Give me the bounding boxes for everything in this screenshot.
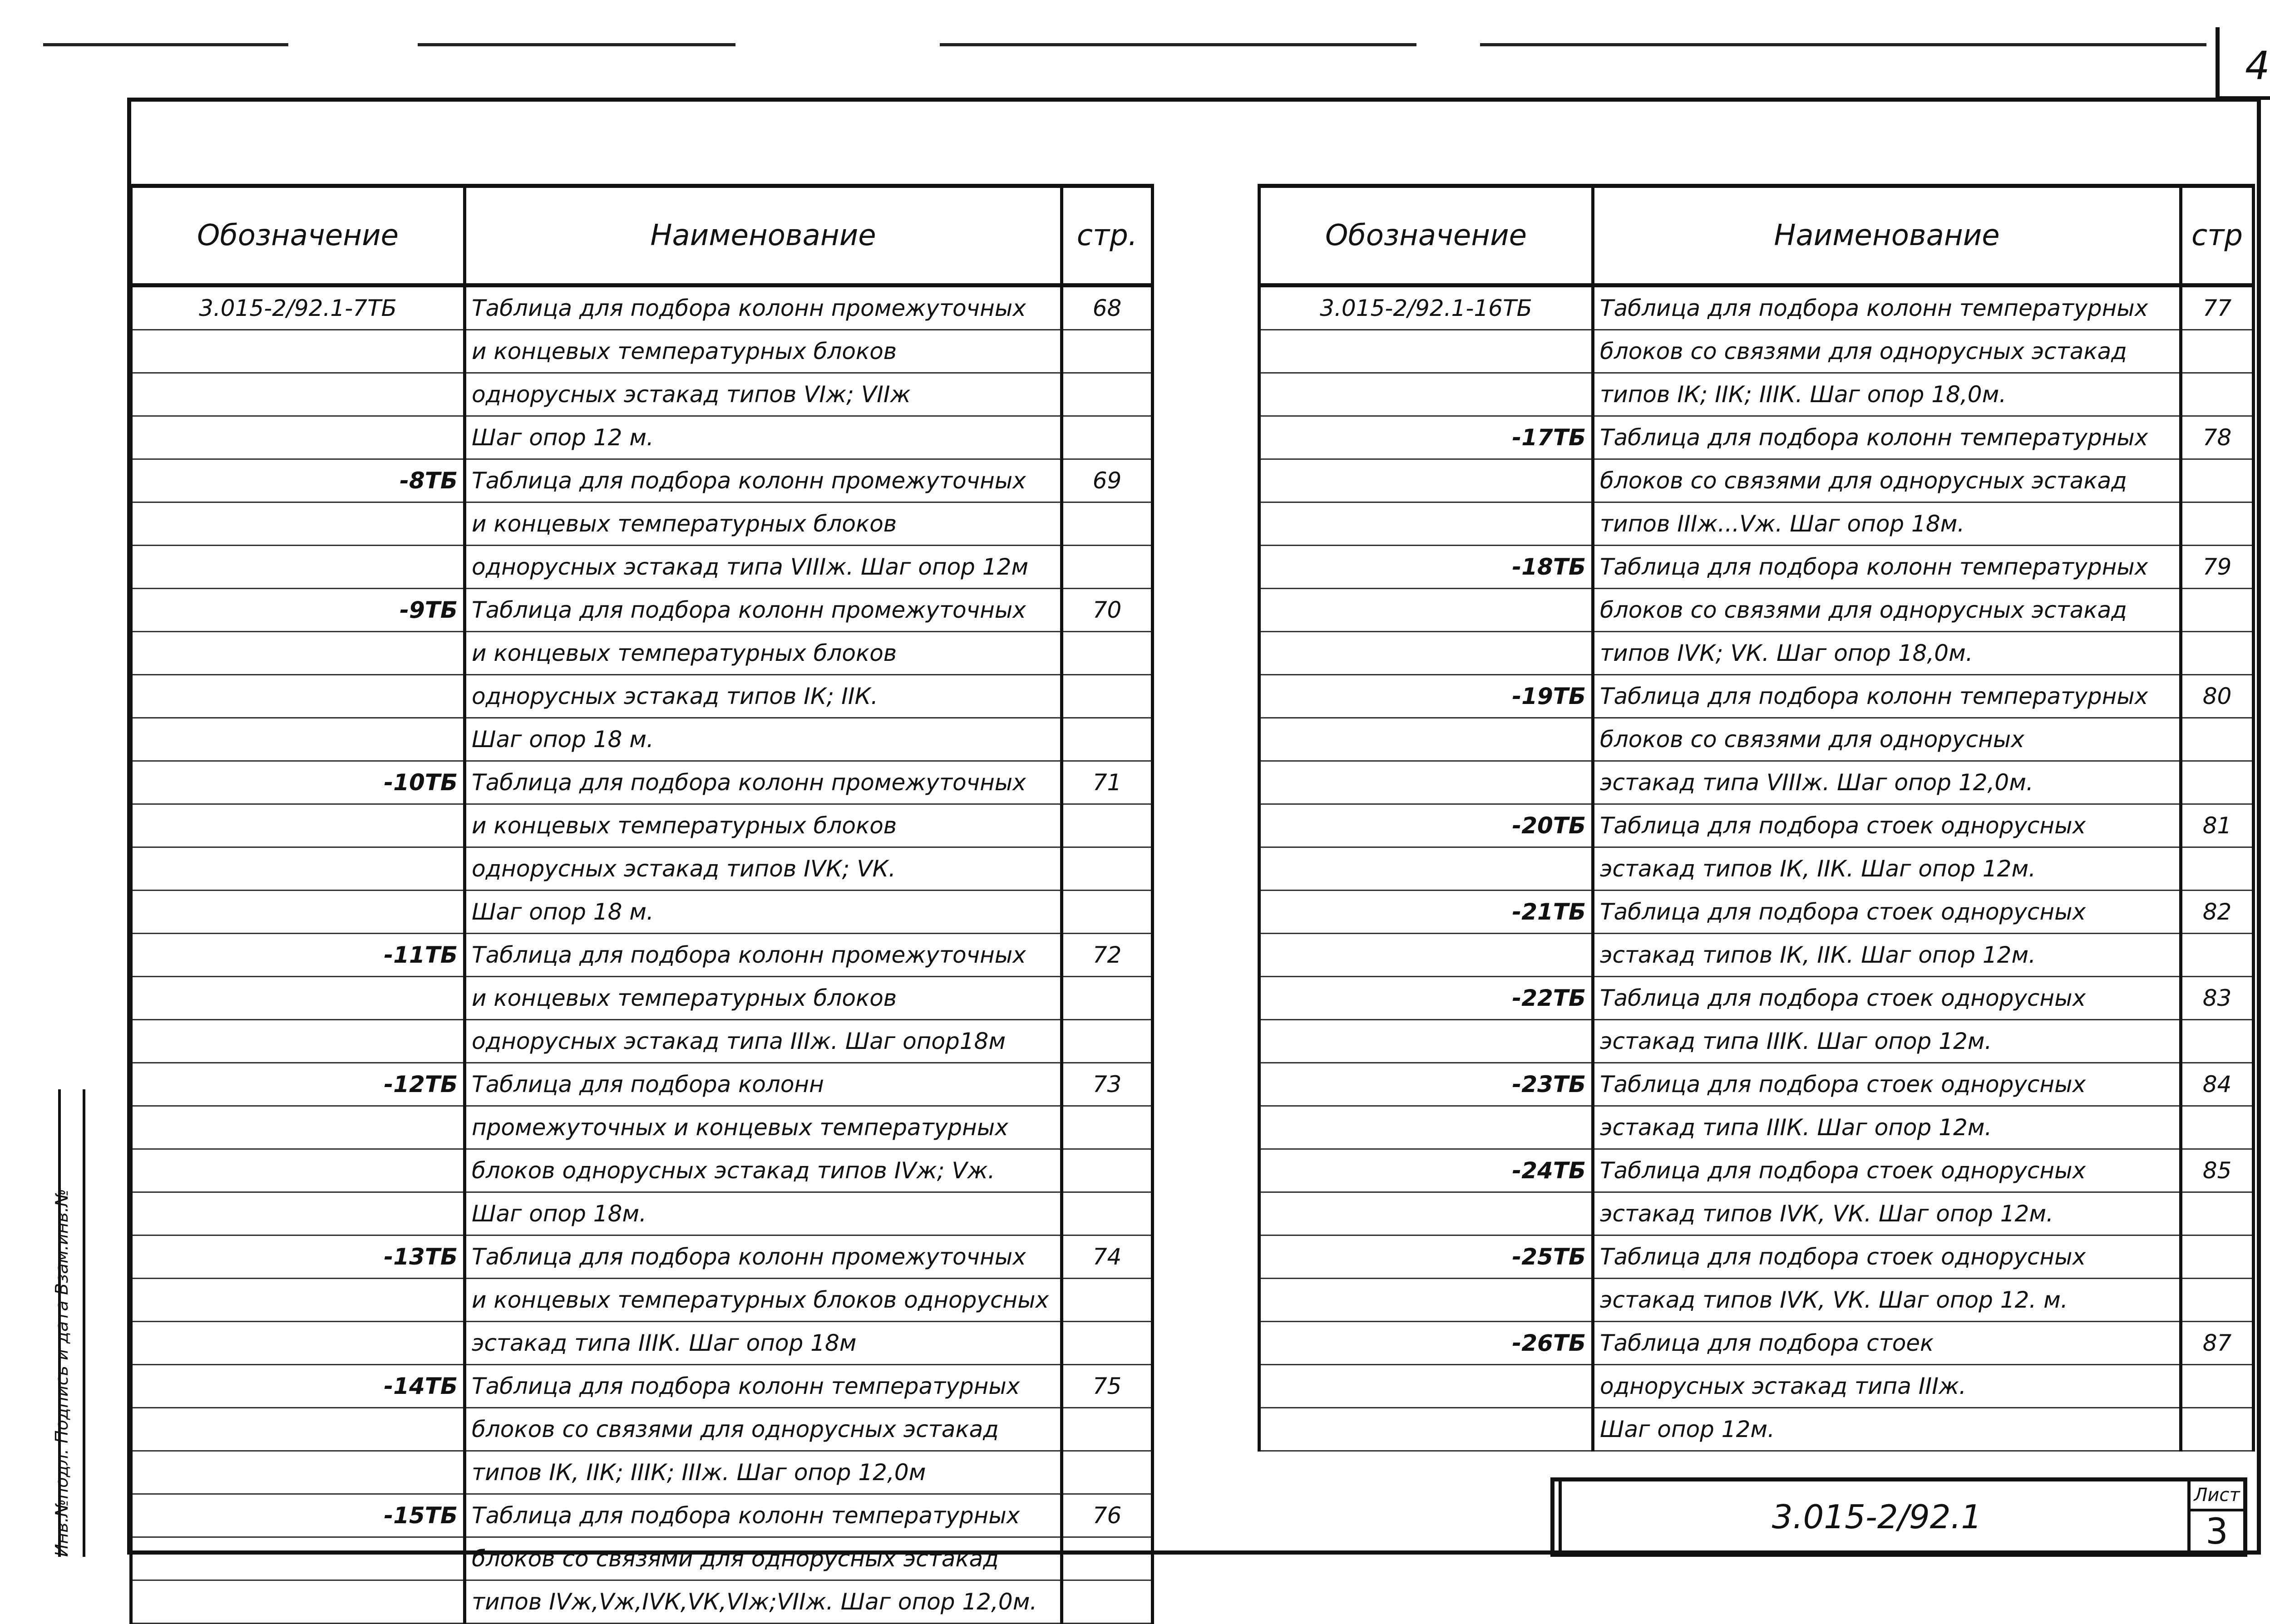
table-row [131,1279,1153,1322]
row-name: и концевых температурных блоков однорусных [465,1279,1062,1322]
row-designation [131,1106,465,1149]
row-name: Таблица для подбора стоек однорусных [1593,1235,2181,1279]
right-spec-table [1258,184,2255,1452]
row-designation: -21ТБ [1259,891,1593,934]
row-name: Таблица для подбора колонн промежуточных [465,459,1062,502]
row-designation: -18ТБ [1259,546,1593,589]
table-row [1259,1192,2254,1235]
right-table-body [1259,285,2254,1451]
row-designation: -10ТБ [131,761,465,804]
row-designation [1259,330,1593,373]
row-designation [131,330,465,373]
row-name: промежуточных и концевых температурных [465,1106,1062,1149]
stamp-sheet-cell [2187,1481,2243,1553]
row-page [2181,1192,2254,1235]
row-designation: 3.015-2/92.1-7ТБ [131,285,465,330]
row-name: эстакад типов IК, IIК. Шаг опор 12м. [1593,847,2181,891]
row-page: 68 [1062,285,1153,330]
table-row [131,1537,1153,1580]
row-page [1062,977,1153,1020]
table-row [1259,891,2254,934]
table-row [1259,285,2254,330]
row-name: и концевых температурных блоков [465,330,1062,373]
row-name: Таблица для подбора колонн температурных [1593,285,2181,330]
row-designation [131,977,465,1020]
row-designation [131,718,465,761]
row-name: Таблица для подбора стоек однорусных [1593,1063,2181,1106]
row-page [2181,1235,2254,1279]
table-row [1259,1149,2254,1192]
table-row [131,1063,1153,1106]
row-page [1062,891,1153,934]
row-name: и концевых температурных блоков [465,977,1062,1020]
table-row [131,804,1153,847]
sheet-number: 4 [2245,43,2270,89]
row-page [2181,1106,2254,1149]
row-name: Шаг опор 18 м. [465,891,1062,934]
table-row [131,1235,1153,1279]
table-row [131,330,1153,373]
table-row [1259,1408,2254,1451]
row-name: Шаг опор 12 м. [465,416,1062,459]
row-page [1062,1537,1153,1580]
table-row [1259,1235,2254,1279]
row-name: Шаг опор 18 м. [465,718,1062,761]
table-row [1259,459,2254,502]
row-page [1062,1322,1153,1365]
row-page [1062,675,1153,718]
row-name: Таблица для подбора колонн [465,1063,1062,1106]
row-page [2181,1408,2254,1451]
row-designation [131,1149,465,1192]
row-designation [131,1322,465,1365]
row-designation [1259,1279,1593,1322]
row-name: Таблица для подбора колонн промежуточных [465,761,1062,804]
row-designation: -13ТБ [131,1235,465,1279]
row-name: типов IVК; VК. Шаг опор 18,0м. [1593,632,2181,675]
header-designation: Обозначение [131,186,465,285]
table-row [131,891,1153,934]
row-designation [131,804,465,847]
row-designation [1259,1192,1593,1235]
row-designation: -24ТБ [1259,1149,1593,1192]
row-page: 75 [1062,1365,1153,1408]
row-name: типов IК, IIК; IIIК; IIIж. Шаг опор 12,0м [465,1451,1062,1494]
table-row [1259,675,2254,718]
table-row [1259,1020,2254,1063]
title-stamp [1550,1477,2247,1557]
row-name: Таблица для подбора колонн температурных [1593,675,2181,718]
row-designation: -25ТБ [1259,1235,1593,1279]
row-page [2181,502,2254,546]
row-page [1062,1408,1153,1451]
row-page: 81 [2181,804,2254,847]
row-page [2181,1020,2254,1063]
row-name: эстакад типов IК, IIК. Шаг опор 12м. [1593,934,2181,977]
row-name: Таблица для подбора колонн промежуточных [465,589,1062,632]
row-page: 87 [2181,1322,2254,1365]
table-row [1259,977,2254,1020]
stamp-sheet-label: Лист [2191,1481,2243,1511]
row-page: 71 [1062,761,1153,804]
row-name: Таблица для подбора колонн промежуточных [465,285,1062,330]
row-designation [1259,934,1593,977]
row-designation: -14ТБ [131,1365,465,1408]
table-row [131,934,1153,977]
row-name: Шаг опор 12м. [1593,1408,2181,1451]
row-page [2181,589,2254,632]
row-designation: 3.015-2/92.1-16ТБ [1259,285,1593,330]
table-row [131,675,1153,718]
row-name: эстакад типов IVК, VК. Шаг опор 12. м. [1593,1279,2181,1322]
table-header [131,186,1153,285]
row-name: Таблица для подбора стоек однорусных [1593,1149,2181,1192]
row-page [1062,416,1153,459]
row-page [1062,1149,1153,1192]
table-row [1259,1279,2254,1322]
row-page [2181,459,2254,502]
row-page: 80 [2181,675,2254,718]
table-row [1259,1106,2254,1149]
row-designation [131,1580,465,1624]
row-page [1062,1192,1153,1235]
table-row [131,589,1153,632]
row-designation [131,502,465,546]
row-page [2181,330,2254,373]
header-name: Наименование [465,186,1062,285]
row-name: блоков со связями для однорусных эстакад [1593,589,2181,632]
left-spec-table [129,184,1154,1624]
row-name: блоков со связями для однорусных [1593,718,2181,761]
row-name: однорусных эстакад типов VIж; VIIж [465,373,1062,416]
row-designation [131,891,465,934]
row-page: 70 [1062,589,1153,632]
table-row [1259,1063,2254,1106]
table-row [1259,1322,2254,1365]
approval-strip [52,1089,85,1557]
table-row [131,718,1153,761]
table-row [1259,934,2254,977]
table-row [1259,589,2254,632]
row-designation [1259,847,1593,891]
table-row [131,285,1153,330]
row-page [1062,1106,1153,1149]
table-row [131,1192,1153,1235]
row-designation: -12ТБ [131,1063,465,1106]
row-name: типов IVж,Vж,IVК,VК,VIж;VIIж. Шаг опор 12,0м. [465,1580,1062,1624]
row-designation [131,1408,465,1451]
table-row [131,847,1153,891]
header-page: стр. [1062,186,1153,285]
table-row [131,502,1153,546]
row-designation: -9ТБ [131,589,465,632]
row-name: эстакад типа IIIК. Шаг опор 12м. [1593,1106,2181,1149]
row-name: типов IIIж...Vж. Шаг опор 18м. [1593,502,2181,546]
row-page: 72 [1062,934,1153,977]
table-row [1259,502,2254,546]
row-name: эстакад типов IVК, VК. Шаг опор 12м. [1593,1192,2181,1235]
stamp-document-code: 3.015-2/92.1 [1559,1481,2192,1553]
row-name: Таблица для подбора стоек однорусных [1593,804,2181,847]
row-page: 78 [2181,416,2254,459]
table-row [1259,761,2254,804]
table-row [1259,373,2254,416]
row-designation [1259,632,1593,675]
table-row [131,1020,1153,1063]
row-designation [131,373,465,416]
table-row [1259,330,2254,373]
row-designation [1259,1365,1593,1408]
row-page: 73 [1062,1063,1153,1106]
row-name: Шаг опор 18м. [465,1192,1062,1235]
row-designation [1259,459,1593,502]
row-page: 77 [2181,285,2254,330]
row-name: Таблица для подбора колонн температурных [1593,546,2181,589]
row-page [1062,1580,1153,1624]
row-page [1062,1451,1153,1494]
row-page: 69 [1062,459,1153,502]
row-name: Таблица для подбора колонн температурных [1593,416,2181,459]
row-name: блоков со связями для однорусных эстакад [465,1537,1062,1580]
row-page [2181,761,2254,804]
table-row [131,1322,1153,1365]
row-designation [131,1537,465,1580]
row-name: блоков со связями для однорусных эстакад [465,1408,1062,1451]
row-page [1062,1020,1153,1063]
row-name: однорусных эстакад типов IVК; VК. [465,847,1062,891]
table-row [131,1106,1153,1149]
table-header [1259,186,2254,285]
row-designation: -22ТБ [1259,977,1593,1020]
row-designation [131,632,465,675]
row-designation: -15ТБ [131,1494,465,1537]
row-page: 76 [1062,1494,1153,1537]
top-dash [418,43,735,46]
header-designation: Обозначение [1259,186,1593,285]
row-page: 82 [2181,891,2254,934]
table-row [131,1149,1153,1192]
row-name: Таблица для подбора стоек однорусных [1593,977,2181,1020]
row-page [2181,718,2254,761]
row-designation: -11ТБ [131,934,465,977]
table-row [131,632,1153,675]
row-page [1062,632,1153,675]
top-dash [43,43,288,46]
row-designation [131,1020,465,1063]
table-row [131,459,1153,502]
row-page: 84 [2181,1063,2254,1106]
row-page [2181,1365,2254,1408]
table-row [131,1408,1153,1451]
table-row [1259,847,2254,891]
row-page: 79 [2181,546,2254,589]
table-row [131,1451,1153,1494]
row-name: однорусных эстакад типа VIIIж. Шаг опор 12м [465,546,1062,589]
row-designation [131,1451,465,1494]
row-designation: -8ТБ [131,459,465,502]
row-designation [131,1279,465,1322]
row-designation [131,847,465,891]
table-row [1259,804,2254,847]
table-row [131,977,1153,1020]
row-page [1062,804,1153,847]
row-designation: -23ТБ [1259,1063,1593,1106]
row-name: эстакад типа IIIК. Шаг опор 12м. [1593,1020,2181,1063]
top-dash [1480,43,2206,46]
row-designation [1259,1106,1593,1149]
top-dash [940,43,1416,46]
row-name: Таблица для подбора стоек однорусных [1593,891,2181,934]
row-name: блоков однорусных эстакад типов IVж; Vж. [465,1149,1062,1192]
stamp-sheet-number: 3 [2206,1511,2228,1552]
row-name: Таблица для подбора колонн температурных [465,1365,1062,1408]
left-table-body [131,285,1153,1624]
row-name: Таблица для подбора колонн промежуточных [465,1235,1062,1279]
table-row [131,761,1153,804]
row-name: блоков со связями для однорусных эстакад [1593,459,2181,502]
row-page [2181,847,2254,891]
row-name: эстакад типа VIIIж. Шаг опор 12,0м. [1593,761,2181,804]
row-designation [1259,589,1593,632]
row-designation [1259,761,1593,804]
row-designation: -20ТБ [1259,804,1593,847]
row-page [1062,1279,1153,1322]
row-name: эстакад типа IIIК. Шаг опор 18м [465,1322,1062,1365]
table-row [1259,546,2254,589]
row-name: однорусных эстакад типа IIIж. [1593,1365,2181,1408]
table-row [131,546,1153,589]
row-designation [1259,718,1593,761]
table-row [131,1494,1153,1537]
row-page [2181,632,2254,675]
row-designation: -19ТБ [1259,675,1593,718]
row-page: 74 [1062,1235,1153,1279]
table-row [1259,1365,2254,1408]
table-row [1259,416,2254,459]
row-name: Таблица для подбора стоек [1593,1322,2181,1365]
row-page [1062,502,1153,546]
table-row [131,1365,1153,1408]
header-name: Наименование [1593,186,2181,285]
row-designation [1259,1408,1593,1451]
row-page [1062,718,1153,761]
row-designation: -17ТБ [1259,416,1593,459]
row-page [1062,330,1153,373]
row-page [1062,546,1153,589]
row-designation: -26ТБ [1259,1322,1593,1365]
row-designation [131,1192,465,1235]
row-page [1062,847,1153,891]
table-row [1259,718,2254,761]
row-page: 83 [2181,977,2254,1020]
row-name: блоков со связями для однорусных эстакад [1593,330,2181,373]
row-page [2181,1279,2254,1322]
row-designation [131,675,465,718]
approval-strip-label: Инв.№подл. Подпись и дата Взам.инв.№ [52,1189,72,1557]
table-row [131,373,1153,416]
row-name: Таблица для подбора колонн промежуточных [465,934,1062,977]
header-page: стр [2181,186,2254,285]
table-row [1259,632,2254,675]
row-designation [1259,1020,1593,1063]
row-designation [1259,502,1593,546]
row-name: и концевых температурных блоков [465,804,1062,847]
row-name: и концевых температурных блоков [465,502,1062,546]
row-designation [1259,373,1593,416]
row-page [1062,373,1153,416]
table-row [131,416,1153,459]
row-name: однорусных эстакад типов IК; IIК. [465,675,1062,718]
row-page: 85 [2181,1149,2254,1192]
row-page [2181,934,2254,977]
row-page [2181,373,2254,416]
row-designation [131,546,465,589]
row-name: однорусных эстакад типа IIIж. Шаг опор18м [465,1020,1062,1063]
row-name: и концевых температурных блоков [465,632,1062,675]
row-designation [131,416,465,459]
row-name: типов IК; IIК; IIIК. Шаг опор 18,0м. [1593,373,2181,416]
row-name: Таблица для подбора колонн температурных [465,1494,1062,1537]
table-row [131,1580,1153,1624]
